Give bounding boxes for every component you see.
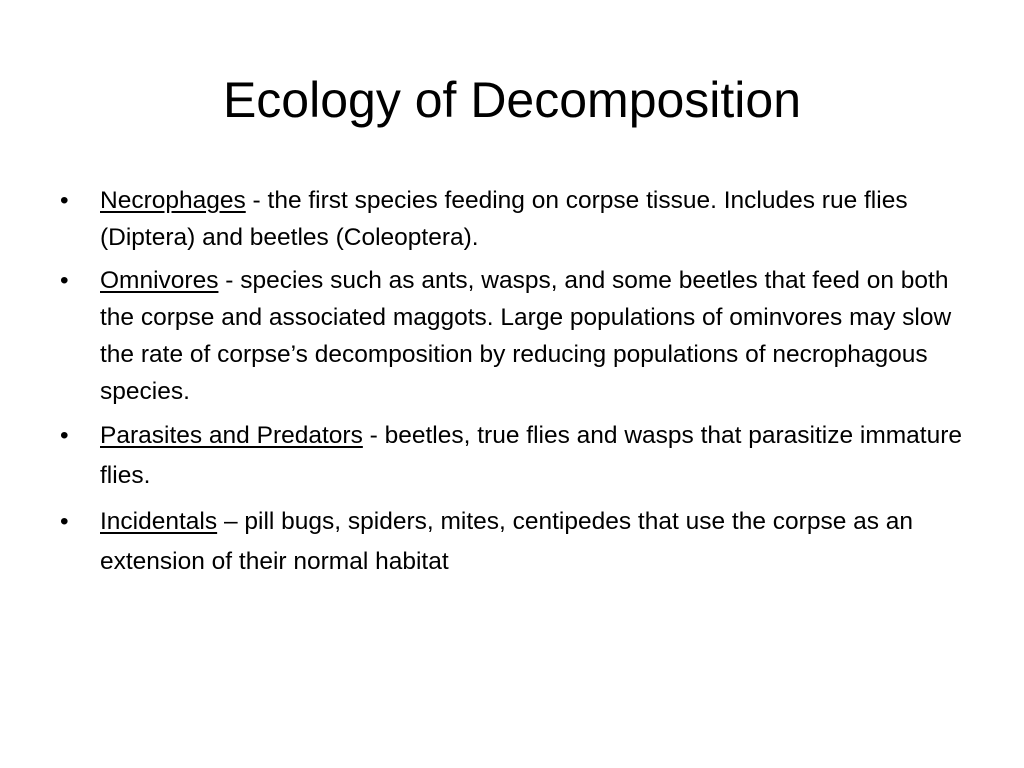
bullet-term: Parasites and Predators [100, 422, 363, 449]
bullet-item-parasites-and-predators [60, 416, 965, 496]
bullet-text: - beetles, true flies and wasps that parasitize immature flies. [100, 422, 963, 489]
slide-title: Ecology of Decomposition [222, 72, 802, 128]
bullet-dot-icon: • [60, 422, 69, 449]
bullet-text: – pill bugs, spiders, mites, centipedes that use the corpse as an extension of their normal habitat [100, 508, 914, 575]
bullet-dot-icon: • [60, 508, 69, 535]
bullet-item-omnivores [60, 262, 965, 410]
bullet-item-incidentals [60, 502, 965, 582]
bullet-term: Incidentals [100, 508, 218, 535]
bullet-term: Necrophages [100, 187, 246, 214]
bullet-text: - the first species feeding on corpse tissue. Includes rue flies (Diptera) and beetles (Coleoptera). [100, 187, 908, 251]
bullet-item-necrophages [60, 182, 965, 256]
bullet-dot-icon: • [60, 187, 69, 214]
bullet-text: - species such as ants, wasps, and some beetles that feed on both the corpse and associated maggots. Large populations of ominvores may slow the rate of corpse’s decomposition by reducing populations of necrophagous species. [100, 267, 952, 405]
bullet-list [60, 182, 965, 588]
bullet-term: Omnivores [100, 267, 219, 294]
bullet-dot-icon: • [60, 267, 69, 294]
